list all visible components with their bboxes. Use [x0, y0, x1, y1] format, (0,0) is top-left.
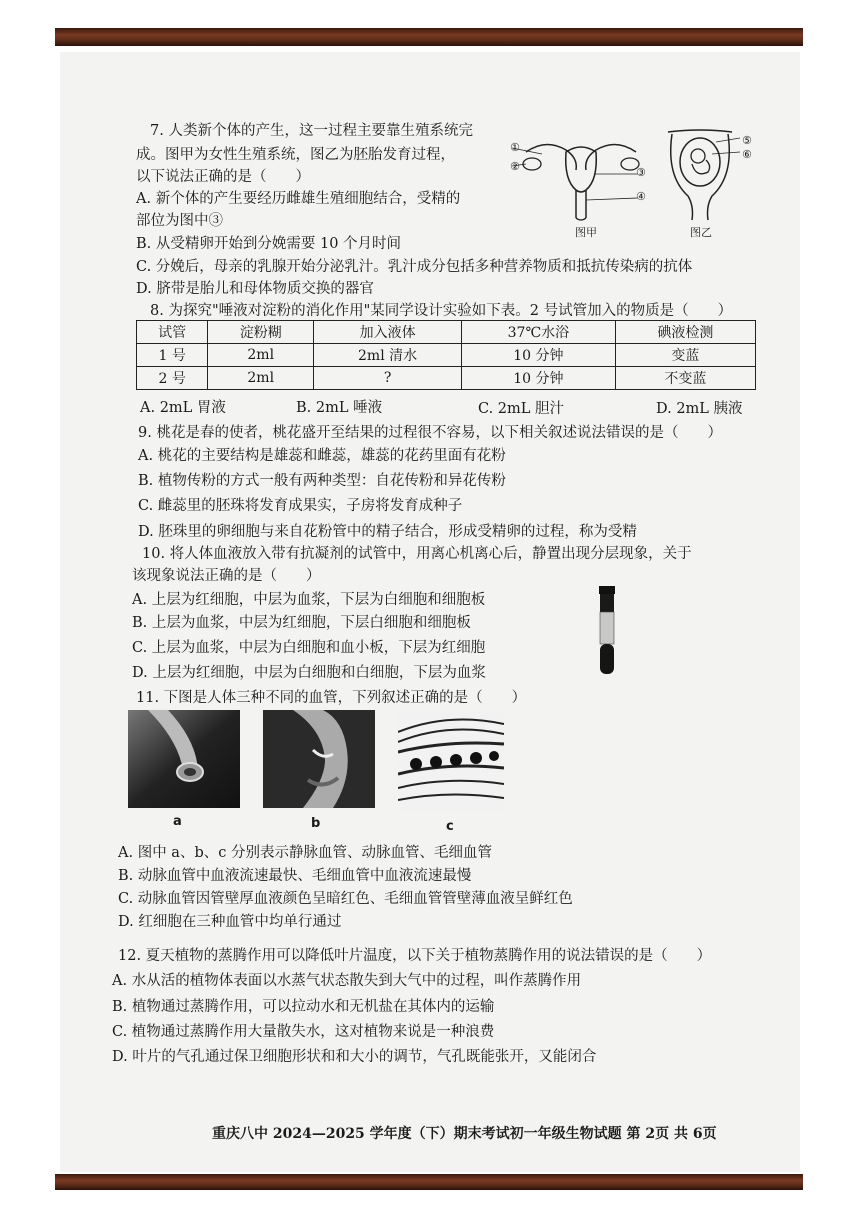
q12-option-d: D. 叶片的气孔通过保卫细胞形状和和大小的调节，气孔既能张开，又能闭合	[112, 1049, 597, 1065]
q7-stem-line2: 成。图甲为女性生殖系统，图乙为胚胎发育过程，	[136, 147, 455, 163]
capillary-diagram-c	[398, 712, 504, 812]
q9-option-d: D. 胚珠里的卵细胞与来自花粉管中的精子结合，形成受精卵的过程，称为受精	[138, 524, 637, 540]
q10-option-d: D. 上层为红细胞，中层为白细胞和白细胞，下层为血浆	[132, 665, 486, 681]
q8-option-c: C. 2mL 胆汁	[478, 401, 565, 417]
female-reproductive-diagram	[506, 130, 656, 228]
q11-option-a: A. 图中 a、b、c 分别表示静脉血管、动脉血管、毛细血管	[118, 845, 492, 861]
test-tube-image	[596, 586, 618, 678]
q10-option-c: C. 上层为血浆，中层为白细胞和血小板，下层为红细胞	[132, 640, 486, 656]
q7-option-a-line2: 部位为图中③	[136, 213, 223, 229]
table-row	[137, 367, 756, 390]
q7-mark-3: ③	[636, 166, 646, 179]
q10-stem-line2: 该现象说法正确的是（ ）	[132, 568, 321, 584]
table-header-row	[137, 321, 756, 344]
page-footer: 重庆八中 2024—2025 学年度（下）期末考试初一年级生物试题 第 2页 共 6页	[212, 1126, 717, 1142]
table-cell: 不变蓝	[615, 367, 755, 390]
q12-option-c: C. 植物通过蒸腾作用大量散失水，这对植物来说是一种浪费	[112, 1024, 495, 1040]
table-cell: 2ml 清水	[314, 344, 462, 367]
q10-stem-line1: 10. 将人体血液放入带有抗凝剂的试管中，用离心机离心后，静置出现分层现象，关于	[142, 546, 692, 562]
vessel-label-c: c	[446, 819, 454, 834]
q11-option-c: C. 动脉血管因管壁厚血液颜色呈暗红色、毛细血管管壁薄血液呈鲜红色	[118, 891, 573, 907]
q7-mark-1: ①	[510, 141, 520, 154]
q7-mark-5: ⑤	[742, 134, 752, 147]
bottom-edge-band	[55, 1174, 803, 1190]
q11-option-b: B. 动脉血管中血液流速最快、毛细血管中血液流速最慢	[118, 868, 472, 884]
q12-option-b: B. 植物通过蒸腾作用，可以拉动水和无机盐在其体内的运输	[112, 999, 495, 1015]
table-cell: 10 分钟	[462, 367, 616, 390]
q7-mark-2: ②	[510, 160, 520, 173]
table-cell: ?	[314, 367, 462, 390]
table-header: 碘液检测	[615, 321, 755, 344]
q8-option-a: A. 2mL 胃液	[140, 400, 226, 416]
q9-option-a: A. 桃花的主要结构是雄蕊和雌蕊，雄蕊的花药里面有花粉	[138, 448, 506, 464]
q11-stem: 11. 下图是人体三种不同的血管，下列叙述正确的是（ ）	[136, 690, 527, 706]
q8-stem: 8. 为探究"唾液对淀粉的消化作用"某同学设计实验如下表。2 号试管加入的物质是（ ）	[150, 303, 733, 319]
figure-jia-caption: 图甲	[575, 226, 597, 239]
q10-option-a: A. 上层为红细胞，中层为血浆，下层为白细胞和细胞板	[132, 592, 486, 608]
table-cell: 2ml	[208, 344, 314, 367]
q7-option-b: B. 从受精卵开始到分娩需要 10 个月时间	[136, 236, 402, 252]
vessel-label-a: a	[173, 814, 182, 829]
q10-option-b: B. 上层为血浆，中层为红细胞，下层白细胞和细胞板	[132, 615, 471, 631]
figure-yi-caption: 图乙	[690, 226, 712, 239]
vessel-label-b: b	[311, 816, 321, 831]
q7-mark-4: ④	[636, 190, 646, 203]
q7-option-d: D. 脐带是胎儿和母体物质交换的器官	[136, 281, 374, 297]
q7-option-c: C. 分娩后，母亲的乳腺开始分泌乳汁。乳汁成分包括多种营养物质和抵抗传染病的抗体	[136, 259, 693, 275]
q12-stem: 12. 夏天植物的蒸腾作用可以降低叶片温度，以下关于植物蒸腾作用的说法错误的是（ ）	[118, 948, 712, 964]
table-cell: 2ml	[208, 367, 314, 390]
blood-vessel-photo-a	[128, 710, 240, 808]
blood-vessel-photo-b	[263, 710, 375, 808]
table-cell: 2 号	[137, 367, 208, 390]
top-edge-band	[55, 28, 803, 46]
fetal-development-diagram	[660, 126, 740, 222]
q7-stem-line1: 7. 人类新个体的产生，这一过程主要靠生殖系统完	[150, 123, 473, 139]
table-header: 试管	[137, 321, 208, 344]
experiment-table	[136, 320, 756, 390]
table-header: 淀粉糊	[208, 321, 314, 344]
q9-option-b: B. 植物传粉的方式一般有两种类型：自花传粉和异花传粉	[138, 473, 506, 489]
table-row	[137, 344, 756, 367]
q12-option-a: A. 水从活的植物体表面以水蒸气状态散失到大气中的过程，叫作蒸腾作用	[112, 973, 582, 989]
q9-option-c: C. 雌蕊里的胚珠将发育成果实，子房将发育成种子	[138, 498, 463, 514]
table-header: 加入液体	[314, 321, 462, 344]
q7-stem-line3: 以下说法正确的是（ ）	[136, 169, 310, 185]
q7-mark-6: ⑥	[742, 148, 752, 161]
q8-option-b: B. 2mL 唾液	[296, 400, 383, 416]
table-cell: 1 号	[137, 344, 208, 367]
table-cell: 10 分钟	[462, 344, 616, 367]
q8-option-d: D. 2mL 胰液	[656, 401, 743, 417]
table-header: 37℃水浴	[462, 321, 616, 344]
q11-option-d: D. 红细胞在三种血管中均单行通过	[118, 914, 342, 930]
table-cell: 变蓝	[615, 344, 755, 367]
q9-stem: 9. 桃花是春的使者，桃花盛开至结果的过程很不容易，以下相关叙述说法错误的是（ ）	[138, 425, 722, 441]
q7-option-a-line1: A. 新个体的产生要经历雌雄生殖细胞结合，受精的	[136, 191, 461, 207]
